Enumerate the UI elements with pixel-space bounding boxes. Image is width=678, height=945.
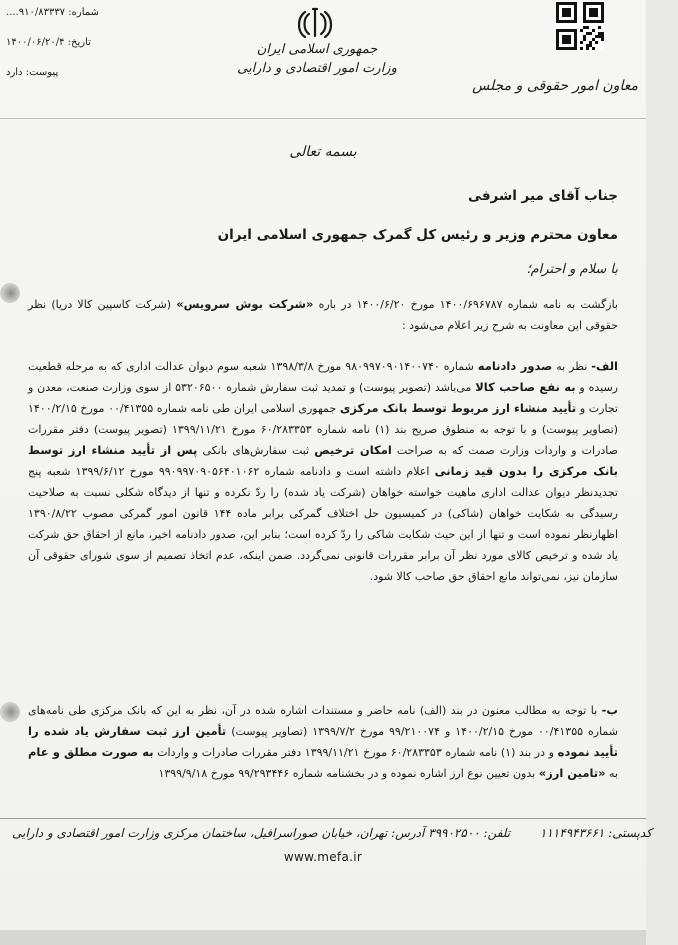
text-run: جمهوری اسلامی ایران طی نامه شماره ۰۰/۴۱۳۵۵ مورخ ۱۴۰۰/۲/۱۵ (تصاویر پیوست) و با توجه به منطوق صریح بند (۱) نامه شماره ۶۰/۲۸۳۳۵۳ مورخ ۱۳۹۹/۱۱/۲۱ (تصویر پیوست) دفتر مقررات صادرات و واردات وزارت صمت که به صراحت	[28, 402, 619, 457]
bold-text-run: تأمین ارز ثبت سفارش یاد شده را تأیید نموده	[28, 724, 618, 759]
punch-hole	[0, 702, 20, 722]
paragraph-alef	[28, 356, 618, 587]
bold-text-run: صدور دادنامه	[477, 359, 553, 373]
text-run: بازگشت به نامه شماره ۱۴۰۰/۶۹۶۷۸۷ مورخ ۱۴۰۰/۶/۲۰ در باره	[313, 298, 618, 311]
footer-divider	[0, 818, 646, 819]
bold-text-run: تأیید منشاء ارز مربوط توسط بانک مرکزی	[339, 401, 577, 415]
footer-address: آدرس: تهران، خیابان صوراسرافیل، ساختمان مرکزی وزارت امور اقتصادی و دارایی	[12, 826, 425, 840]
letter-meta	[6, 8, 146, 98]
punch-hole	[0, 283, 20, 303]
bold-text-run: الف-	[591, 359, 618, 373]
text-run: شماره ۹۸۰۹۹۷۰۹۰۱۴۰۰۷۴۰ مورخ ۱۳۹۸/۳/۸ شعبه سوم دیوان عدالت اداری که به مرحله قطعیت رسیده و	[28, 360, 618, 394]
text-run: ثبت سفارش‌های بانکی	[197, 444, 315, 457]
text-run: و در بند (۱) نامه شماره ۶۰/۲۸۳۳۵۳ مورخ ۱۳۹۹/۱۱/۲۱ دفتر مقررات صادرات و واردات	[153, 746, 558, 759]
iran-emblem-icon	[296, 6, 334, 42]
addressee-title: معاون محترم وزیر و رئیس کل گمرک جمهوری اسلامی ایران	[217, 227, 618, 243]
ministry-title	[232, 42, 402, 76]
ministry-line2: وزارت امور اقتصادی و دارایی	[237, 61, 397, 76]
basmala: بسمه تعالی	[289, 144, 357, 160]
bottom-edge	[0, 930, 646, 945]
bold-text-run: امکان ترخیص	[314, 443, 392, 457]
text-run: به	[605, 767, 618, 780]
qr-code-icon	[556, 2, 604, 50]
bold-text-run: به صورت مطلق و عام	[28, 745, 154, 759]
office-title: معاون امور حقوقی و مجلس	[472, 78, 638, 94]
bold-text-run: «تامین ارز»	[538, 766, 606, 780]
footer-phone: تلفن: ۳۹۹۰۲۵۰۰	[428, 826, 511, 840]
text-run: با توجه به مطالب معنون در بند (الف) نامه حاضر و مستندات اشاره شده در آن، نظر به این که بانک مرکزی طی نامه‌های شماره ۰۰/۴۱۳۵۵ مورخ ۱۴۰۰/۲/۱۵ و ۹۹/۲۱۰۰۷۴ مورخ ۱۳۹۹/۷/۲ (تصاویر پیوست)	[28, 704, 618, 738]
bold-text-run: ب-	[601, 703, 618, 717]
text-run: نظر به	[552, 360, 592, 373]
footer-postal-code: کدپستی: ۱۱۱۴۹۴۳۶۶۱	[539, 826, 652, 840]
paragraph-intro	[28, 294, 618, 336]
footer-contact	[12, 826, 652, 840]
greeting: با سلام و احترام؛	[526, 262, 618, 277]
text-run: می‌باشد (تصویر پیوست) و تمدید ثبت سفارش شماره ۵۳۲۰۶۵۰۰ از سوی وزارت صنعت، معدن و تجارت و	[28, 381, 618, 415]
website-link[interactable]: www.mefa.ir	[283, 850, 363, 864]
ministry-line1: جمهوری اسلامی ایران	[256, 42, 378, 57]
letter-number: شماره: ۹۱۰/۸۳۳۳۷....	[6, 7, 99, 18]
letter-attachment: پیوست: دارد	[6, 67, 59, 78]
text-run: بدون تعیین نوع ارز اشاره نموده و در بخشنامه شماره ۹۹/۲۹۳۴۴۶ مورخ ۱۳۹۹/۹/۱۸	[158, 767, 539, 780]
addressee-name: جناب آقای میر اشرفی	[468, 188, 618, 204]
bold-text-run: «شرکت بوش سرویس»	[176, 297, 314, 311]
paragraph-be	[28, 700, 618, 784]
header-divider	[0, 118, 646, 119]
bold-text-run: پس از تأیید منشاء ارز توسط بانک مرکزی را بدون قید زمانی	[28, 443, 618, 478]
text-run: (شرکت کاسپین کالا دریا) نظر حقوقی این معاونت به شرح زیر اعلام می‌شود :	[28, 298, 618, 332]
letter-date: تاریخ: ۱۴۰۰/۰۶/۲۰/۴	[6, 37, 91, 48]
bold-text-run: به نفع صاحب کالا	[475, 380, 576, 394]
text-run: اعلام داشته است و دادنامه شماره ۹۹۰۹۹۷۰۹۰۵۶۴۰۱۰۶۲ مورخ ۱۳۹۹/۶/۱۲ شعبه پنج تجدیدنظر دیوان عدالت اداری ماهیت خواسته خواهان (شرکت یاد شده) را ردّ نکرده و تنها از دیدگاه شکلی نسبت به صلاحیت رسیدگی به شکایت خواهان (شاکی) در کمیسیون حل اختلاف گمرکی برابر ماده ۱۴۴ قانون امور گمرکی مصوب ۱۳۹۰/۸/۲۲ اظهارنظر نموده است و تنها از این حیث شکایت شاکی را ردّ کرده است؛ بنابر این، صدور دادنامه اخیر، مانع از احقاق حق شرکت یاد شده و ترخیص کالای مورد نظر آن برابر مقررات قانونی نمی‌گردد. ضمن اینکه، عدم اتخاذ تصمیم از سوی شورای حقوقی آن سازمان نیز، نمی‌تواند مانع احقاق حق صاحب کالا شود.	[28, 465, 618, 583]
